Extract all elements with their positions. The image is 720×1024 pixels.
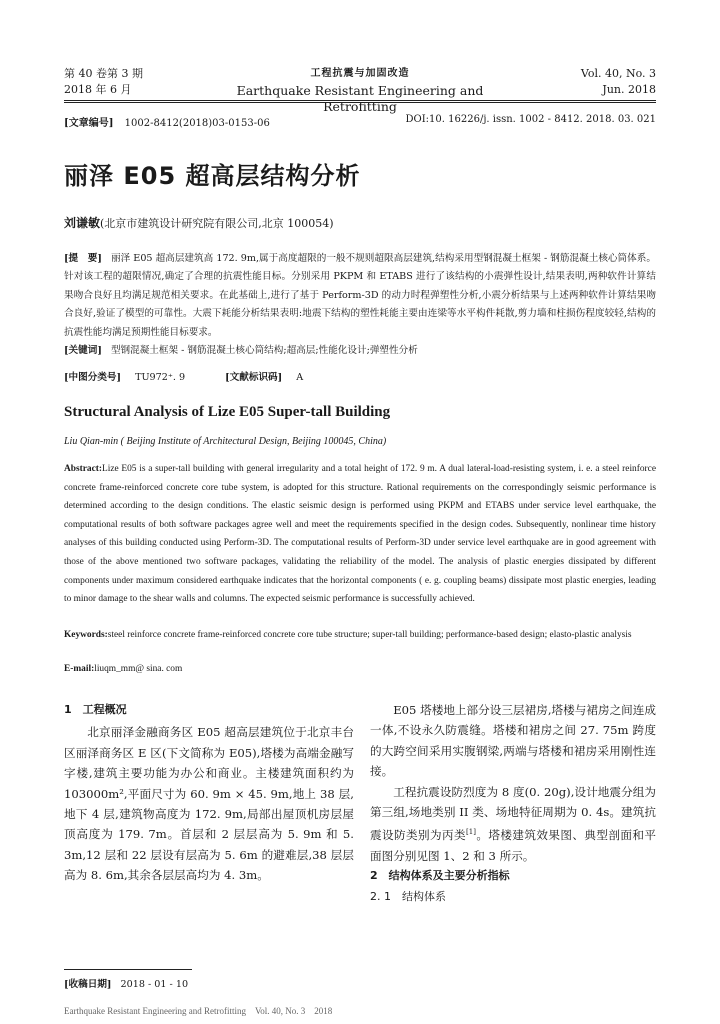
section-heading: 2 结构体系及主要分析指标: [370, 869, 510, 883]
abstract-cn: [64, 250, 656, 342]
header-rule: [64, 100, 656, 101]
footer-bar: Earthquake Resistant Engineering and Retrofitting Vol. 40, No. 3 2018: [64, 1006, 333, 1016]
author-cn: [64, 214, 334, 231]
email-value[interactable]: liuqm_mm@ sina. com: [94, 664, 183, 674]
subsection-heading: 2. 1 结构体系: [370, 889, 446, 903]
abstract-en-text: Lize E05 is a super-tall building with general irregularity and a total height of 172. 9 m. A dual lateral-load-resisting system, i. e. a steel reinforce concrete frame-reinforced concrete core tube system, is adopted for this structure. Rational requirements on the correspondingly seismic performance is determined according to the design conditions. The elastic seismic design is performed using PKPM and ETABS under service level earthquake, the computational results of both software packages agree well and meet the requirements specified in the design codes. Subsequently, nonlinear time history analyses of this building conducted using Perform-3D. The computational results of Perform-3D under service level earthquake are in good agreement with those of the above mentioned two software packages, validating the reliability of the model. The analysis of plastic energies dissipated by different components under maximum considered earthquake indicates that the horizontal components ( e. g. coupling beams) dissipate most plastic energies, leading to minor damage to the shear walls and columns. The expected seismic performance is successfully achieved.: [64, 464, 656, 605]
header-rule-2: [64, 102, 656, 103]
journal-name-cn: 工程抗震与加固改造: [310, 68, 410, 79]
doc-code-label: [文献标识码]: [225, 372, 283, 383]
abstract-cn-text: 丽泽 E05 超高层建筑高 172. 9m,属于高度超限的一般不规则超限高层建筑,结构采用型钢混凝土框架 - 钢筋混凝土核心筒体系。针对该工程的超限情况,确定了合理的抗震性能目标。分别采用 PKPM 和 ETABS 进行了该结构的小震弹性设计,结果表明,两种软件计算结果吻合良好且均满足规范相关要求。在此基础上,进行了基于 Perform-3D 的动力时程弹塑性分析,小震分析结果与上述两种软件计算结果吻合良好,验证了模型的可靠性。大震下耗能分析结果表明:地震下结构的塑性耗能主要由连梁等水平构件耗散,剪力墙和柱损伤程度较轻,结构的抗震性能均满足预期性能目标要求。: [64, 253, 656, 338]
received-value: 2018 - 01 - 10: [120, 979, 189, 990]
paragraph-text: 。塔楼建筑效果图、典型剖面和平面图分别见图 1、2 和 3 所示。: [370, 828, 656, 863]
keywords-en-label: Keywords:: [64, 630, 108, 640]
classification-value: TU972⁺. 9: [135, 372, 186, 383]
citation-ref[interactable]: [1]: [466, 828, 476, 837]
page-title-cn: 丽泽 E05 超高层结构分析: [64, 162, 361, 190]
journal-name-en: Earthquake Resistant Engineering and Retrofitting: [236, 83, 484, 114]
paragraph: [370, 782, 656, 866]
doc-code-value: A: [296, 372, 304, 383]
classification-label: [中图分类号]: [64, 372, 122, 383]
keywords-cn-label: [关键词]: [64, 345, 102, 356]
article-number: 1002-8412(2018)03-0153-06: [124, 118, 270, 129]
received-label: [收稿日期]: [64, 979, 112, 990]
header-center: [200, 66, 520, 115]
abstract-cn-label: [提 要]: [64, 253, 102, 264]
doi: DOI:10. 16226/j. issn. 1002 - 8412. 2018. 03. 021: [405, 114, 656, 125]
keywords-en-text: steel reinforce concrete frame-reinforced concrete core tube structure; super-tall building; performance-based design; elasto-plastic analysis: [107, 630, 632, 640]
abstract-en-label: Abstract:: [64, 464, 103, 474]
body-column-left: [64, 700, 354, 886]
body-column-right: [370, 700, 656, 907]
header-right: [581, 66, 656, 98]
author-affiliation-cn: (北京市建筑设计研究院有限公司,北京 100054): [100, 217, 334, 230]
paragraph: E05 塔楼地上部分设三层裙房,塔楼与裙房之间连成一体,不设永久防震缝。塔楼和裙房之间 27. 75m 跨度的大跨空间采用实腹钢梁,两端与塔楼和裙房采用刚性连接。: [370, 703, 656, 779]
author-en: Liu Qian-min ( Beijing Institute of Architectural Design, Beijing 100045, China): [64, 436, 387, 447]
abstract-en: [64, 460, 656, 609]
header-left: [64, 66, 143, 98]
article-number-label: [文章编号]: [64, 118, 114, 129]
author-name-cn: 刘谦敏: [64, 216, 101, 230]
email: [64, 664, 182, 674]
page-title-en: Structural Analysis of Lize E05 Super-tall Building: [64, 404, 391, 420]
date-en: Jun. 2018: [602, 83, 656, 96]
section-heading: 1 工程概况: [64, 703, 127, 716]
date-cn: 2018 年 6 月: [64, 83, 132, 96]
keywords-cn: [64, 343, 656, 359]
classification-row: [64, 369, 317, 383]
article-meta: [64, 114, 656, 129]
volume-issue-cn: 第 40 卷第 3 期: [64, 67, 143, 80]
keywords-en: [64, 626, 656, 645]
volume-issue-en: Vol. 40, No. 3: [580, 67, 656, 80]
received-date: [64, 976, 188, 990]
email-label: E-mail:: [64, 664, 95, 674]
keywords-cn-text: 型钢混凝土框架 - 钢筋混凝土核心筒结构;超高层;性能化设计;弹塑性分析: [110, 345, 418, 356]
footnote-rule: [64, 969, 192, 970]
paragraph-text: 工程抗震设防烈度为 8 度(0. 20g),设计地震分组为第三组,场地类别 II 类、场地特征周期为 0. 4s。建筑抗震设防类别为丙类: [370, 784, 656, 843]
paragraph: 北京丽泽金融商务区 E05 超高层建筑位于北京丰台区丽泽商务区 E 区(下文简称为 E05),塔楼为高端金融写字楼,建筑主要功能为办公和商业。主楼建筑面积约为 103000m²,平面尺寸为 60. 9m × 45. 9m,地上 38 层,地下 4 层,建筑物高度为 172. 9m,局部出屋顶机房层屋顶高度为 179. 7m。首层和 2 层层高为 5. 9m 和 5. 3m,12 层和 22 层设有层高为 5. 6m 的避难层,38 层层高为 8. 6m,其余各层层高均为 4. 3m。: [64, 725, 354, 883]
